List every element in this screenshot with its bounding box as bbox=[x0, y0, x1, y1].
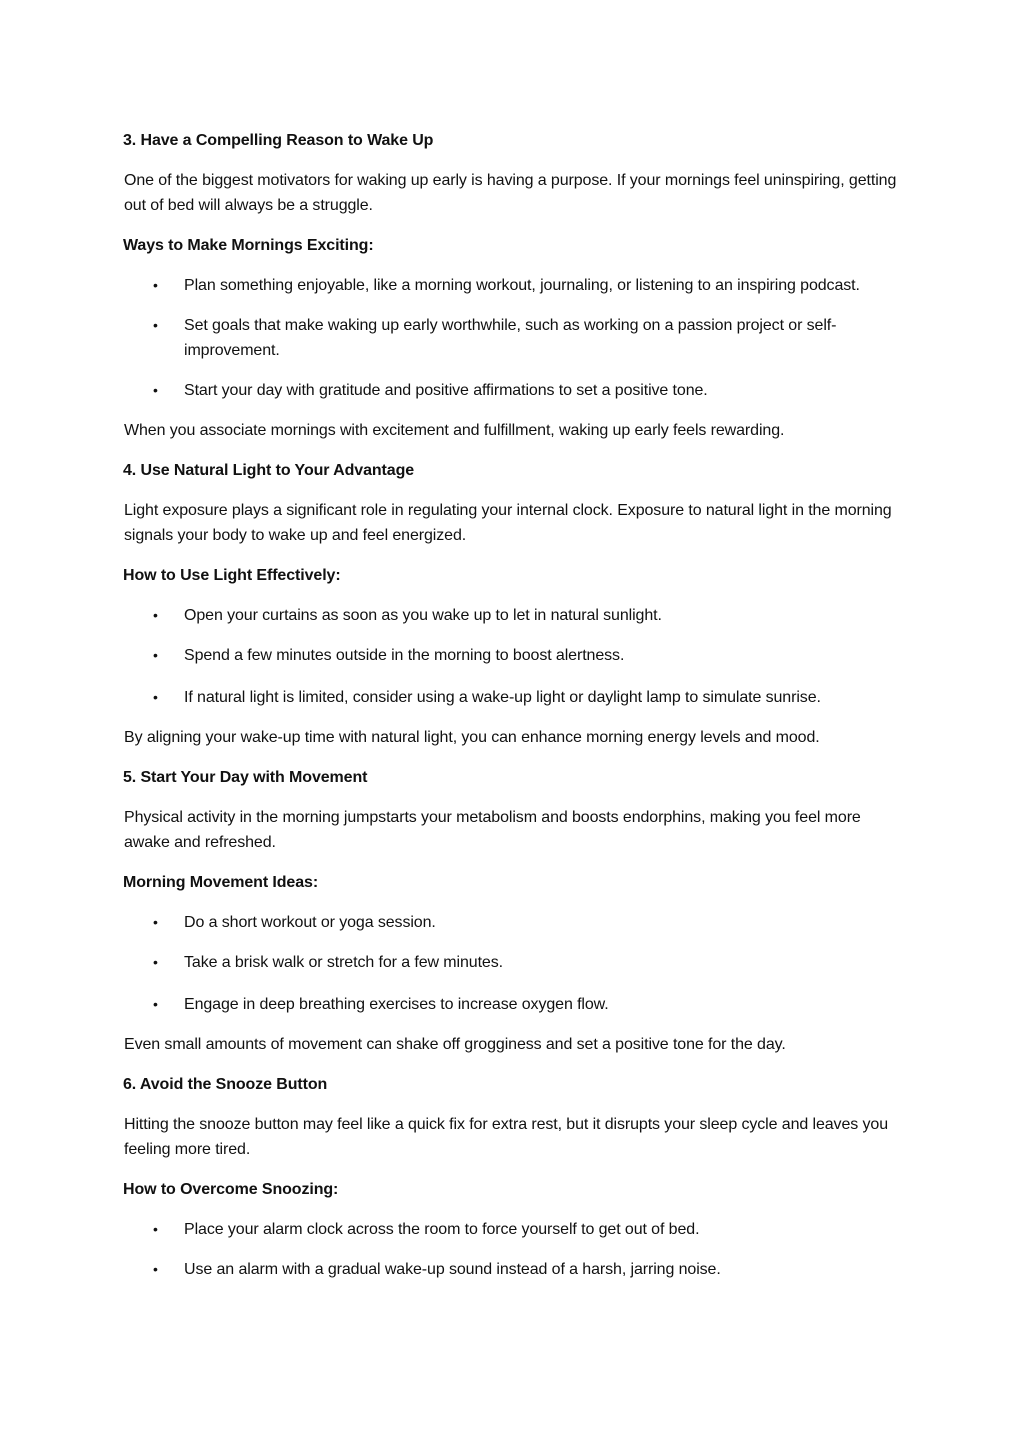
section-heading-6: 6. Avoid the Snooze Button bbox=[123, 1076, 328, 1093]
list-item-text: Set goals that make waking up early worthwhile, such as working on a passion project or self-improvement. bbox=[184, 317, 837, 359]
bullet-icon: • bbox=[153, 1221, 158, 1237]
list-item bbox=[123, 910, 903, 935]
list-item bbox=[123, 685, 903, 710]
section-closing-4: By aligning your wake-up time with natural light, you can enhance morning energy levels and mood. bbox=[124, 729, 820, 746]
section-intro-5: Physical activity in the morning jumpstarts your metabolism and boosts endorphins, making you feel more awake and refreshed. bbox=[124, 809, 861, 851]
list-item bbox=[123, 643, 903, 668]
section-heading-3: 3. Have a Compelling Reason to Wake Up bbox=[123, 132, 434, 149]
bullet-list-5 bbox=[123, 910, 903, 1017]
document-body bbox=[123, 128, 903, 1297]
list-item bbox=[123, 1217, 903, 1242]
list-item bbox=[123, 313, 903, 363]
bullet-list-4 bbox=[123, 603, 903, 710]
list-item-text: Engage in deep breathing exercises to increase oxygen flow. bbox=[184, 996, 609, 1013]
bullet-icon: • bbox=[153, 607, 158, 623]
section-subheading-4: How to Use Light Effectively: bbox=[123, 567, 341, 584]
list-item bbox=[123, 992, 903, 1017]
list-item-text: If natural light is limited, consider using a wake-up light or daylight lamp to simulate sunrise. bbox=[184, 689, 821, 706]
list-item bbox=[123, 378, 903, 403]
list-item bbox=[123, 950, 903, 975]
section-heading-4: 4. Use Natural Light to Your Advantage bbox=[123, 462, 415, 479]
bullet-icon: • bbox=[153, 914, 158, 930]
list-item bbox=[123, 273, 903, 298]
section-subheading-3: Ways to Make Mornings Exciting: bbox=[123, 237, 374, 254]
bullet-icon: • bbox=[153, 954, 158, 970]
section-intro-6: Hitting the snooze button may feel like a quick fix for extra rest, but it disrupts your sleep cycle and leaves you feeling more tired. bbox=[124, 1116, 889, 1158]
section-subheading-5: Morning Movement Ideas: bbox=[123, 874, 319, 891]
bullet-icon: • bbox=[153, 689, 158, 705]
bullet-list-3 bbox=[123, 273, 903, 403]
section-intro-3: One of the biggest motivators for waking up early is having a purpose. If your mornings feel uninspiring, getting out of bed will always be a struggle. bbox=[124, 172, 897, 214]
list-item-text: Take a brisk walk or stretch for a few minutes. bbox=[184, 954, 503, 971]
section-heading-5: 5. Start Your Day with Movement bbox=[123, 769, 368, 786]
list-item-text: Open your curtains as soon as you wake up to let in natural sunlight. bbox=[184, 607, 662, 624]
bullet-icon: • bbox=[153, 382, 158, 398]
list-item bbox=[123, 1257, 903, 1282]
list-item-text: Spend a few minutes outside in the morning to boost alertness. bbox=[184, 647, 625, 664]
list-item bbox=[123, 603, 903, 628]
bullet-icon: • bbox=[153, 996, 158, 1012]
list-item-text: Place your alarm clock across the room to force yourself to get out of bed. bbox=[184, 1221, 700, 1238]
list-item-text: Use an alarm with a gradual wake-up sound instead of a harsh, jarring noise. bbox=[184, 1261, 721, 1278]
section-closing-5: Even small amounts of movement can shake off grogginess and set a positive tone for the day. bbox=[124, 1036, 786, 1053]
list-item-text: Start your day with gratitude and positive affirmations to set a positive tone. bbox=[184, 382, 708, 399]
section-intro-4: Light exposure plays a significant role in regulating your internal clock. Exposure to natural light in the morning signals your body to wake up and feel energized. bbox=[124, 502, 892, 544]
section-closing-3: When you associate mornings with excitement and fulfillment, waking up early feels rewarding. bbox=[124, 422, 785, 439]
list-item-text: Do a short workout or yoga session. bbox=[184, 914, 436, 931]
section-subheading-6: How to Overcome Snoozing: bbox=[123, 1181, 339, 1198]
bullet-icon: • bbox=[153, 647, 158, 663]
bullet-icon: • bbox=[153, 277, 158, 293]
bullet-icon: • bbox=[153, 317, 158, 333]
list-item-text: Plan something enjoyable, like a morning workout, journaling, or listening to an inspiring podcast. bbox=[184, 277, 860, 294]
bullet-icon: • bbox=[153, 1261, 158, 1277]
bullet-list-6 bbox=[123, 1217, 903, 1282]
